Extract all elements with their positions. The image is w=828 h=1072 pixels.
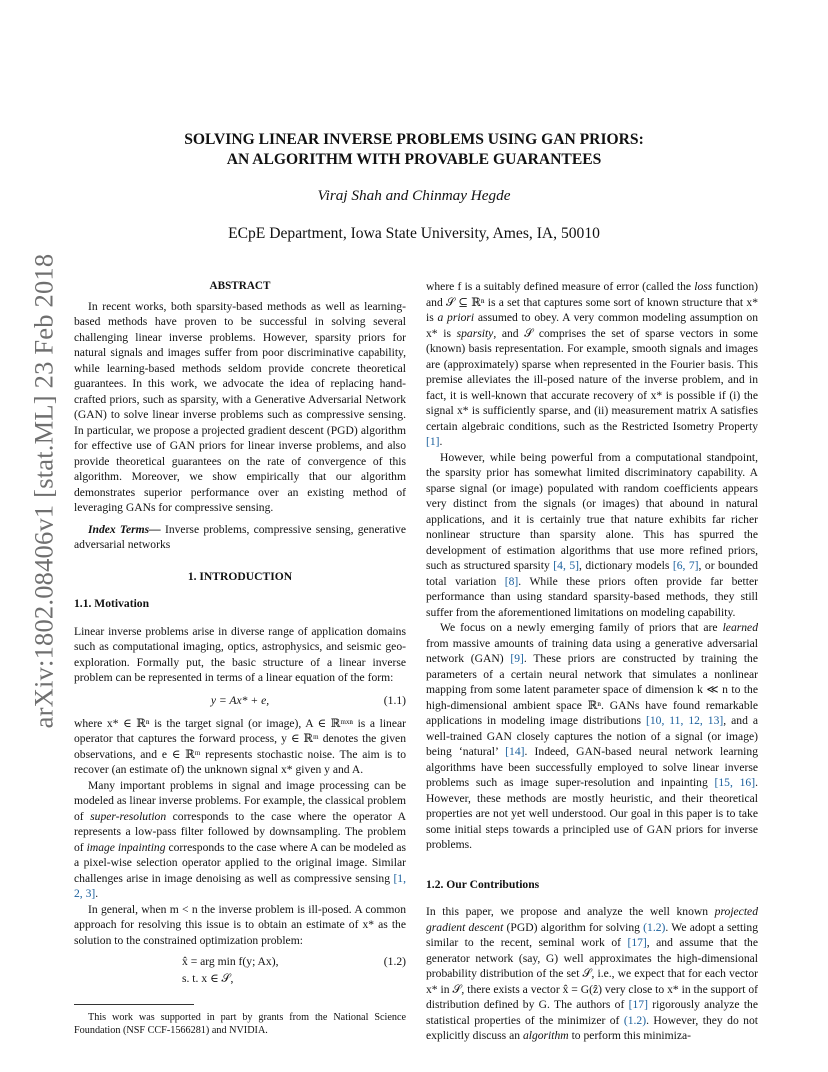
- arxiv-stamp-text: arXiv:1802.08406v1 [stat.ML] 23 Feb 2018: [28, 253, 59, 729]
- equation-1-2-line-2: s. t. x ∈ 𝒮,: [182, 972, 234, 985]
- text-span: However, while being powerful from a computational standpoint, the sparsity prior has somewhat limited discriminatory capability. A sparse signal (or image) populated with random coefficients appears very distinct from the signals (or images) that abound in natural applications, and it is certainly true that nature exhibits far richer nonlinear structure than sparsity alone. This has spurred the development of estimation algorithms that use more refined priors, such as structured sparsity: [426, 450, 758, 572]
- citation-link[interactable]: [1, 2, 3]: [74, 871, 406, 900]
- right-column: [426, 279, 758, 1044]
- text-span: corresponds to the case where A can be modeled as a pixel-wise selection operator applied to the original image. Similar challenges arise in image denoising as well as compressive sensing: [74, 840, 406, 885]
- paper-title: [74, 130, 754, 170]
- footnote: This work was supported in part by grants from the National Science Foundation (NSF CCF-1566281) and NVIDIA.: [74, 1012, 406, 1036]
- text-span: . We adopt a setting similar to the recent, seminal work of: [426, 920, 758, 949]
- citation-link[interactable]: [9]: [510, 652, 524, 665]
- text-span: from massive amounts of training data using a generative adversarial network (GAN): [426, 636, 758, 665]
- affiliation: ECpE Department, Iowa State University, Ames, IA, 50010: [228, 225, 600, 242]
- text-span: function) and 𝒮 ⊆ ℝⁿ is a set that captures some sort of known structure that x* is: [426, 280, 758, 324]
- text-span: , or bounded total variation: [426, 559, 758, 588]
- many-problems-paragraph: [74, 778, 406, 902]
- text-span: assumed to obey. A very common modeling assumption on x* is: [426, 311, 759, 340]
- where-paragraph: where x* ∈ ℝⁿ is the target signal (or image), A ∈ ℝᵐˣⁿ is a linear operator that captures the forward process, y ∈ ℝᵐ denotes the given observations, and e ∈ ℝᵐ represents stochastic noise. The aim is to recover (an estimate of) the unknown signal x* given y and A.: [74, 716, 406, 776]
- equation-1-1-body: y = Ax* + e,: [210, 693, 270, 707]
- text-span: . However, these methods are mostly heuristic, and their theoretical properties are not yet well understood. Our goal in this paper is to take some initial steps towards a principled use of GAN priors for inverse problems.: [426, 776, 758, 851]
- text-span: to perform this minimiza-: [568, 1029, 692, 1042]
- citation-link[interactable]: [8]: [504, 574, 519, 588]
- text-span: , and 𝒮 comprises the set of sparse vectors in some (known) basis representation. For example, smooth signals and images are (approximately) sparse when represented in the Fourier basis. This premise alleviates the ill-posed nature of the inverse problem, and in fact, it is well-known that accurate recovery of x* is possible if (i) the signal x* is sufficiently sparse, and (ii) measurement matrix A satisfies certain algebraic conditions, such as the Restricted Isometry Property: [426, 326, 758, 433]
- text-span: corresponds to the case where the operator A represents a low-pass filter followed by downsampling. The problem of: [74, 809, 407, 854]
- emph-loss: loss: [694, 280, 713, 293]
- citation-link[interactable]: [4, 5]: [553, 559, 579, 572]
- equation-link[interactable]: (1.2): [643, 920, 666, 934]
- citation-link[interactable]: [15, 16]: [714, 776, 756, 789]
- text-span: where f is a suitably defined measure of error (called the: [426, 280, 695, 293]
- citation-link[interactable]: [17]: [628, 998, 648, 1011]
- text-span: , and assume that the generator network (say, G) well approximates the high-dimensional probability distribution of the set 𝒮, i.e., we expect that for each vector x* in 𝒮, there exists a vector x̂ = G(ẑ) very close to x* in the support of distribution defined by G. The authors of: [426, 936, 758, 1011]
- equation-link[interactable]: (1.2): [623, 1013, 647, 1027]
- general-paragraph: In general, when m < n the inverse problem is ill-posed. A common approach for resolving this issue is to obtain an estimate of x* as the solution to the constrained optimization problem:: [74, 902, 406, 947]
- equation-1-2-number: (1.2): [383, 955, 406, 968]
- sparsity-prior-paragraph: [426, 450, 758, 621]
- text-span: (PGD) algorithm for solving: [503, 920, 644, 934]
- gan-priors-paragraph: [426, 620, 758, 853]
- emph-super-resolution: super-resolution: [90, 809, 167, 823]
- abstract-heading: ABSTRACT: [209, 280, 271, 292]
- text-span: rigorously analyze the statistical properties of the minimizer of: [426, 998, 759, 1027]
- text-span: , and a well-trained GAN closely captures the notion of a signal (or image) being ‘natural’: [426, 714, 758, 758]
- emph-algorithm: algorithm: [522, 1029, 569, 1042]
- citation-link[interactable]: [6, 7]: [672, 559, 699, 572]
- text-span: . These priors are constructed by training the parameters of a certain neural network that simulates a nonlinear mapping from some latent parameter space of dimension k ≪ n to the high-dimensional ambient space ℝⁿ. GANs have found remarkable applications in modeling image distributions: [426, 652, 758, 727]
- equation-1-2-line-1: x̂ = arg min f(y; Ax),: [182, 955, 279, 968]
- loss-paragraph: [426, 279, 758, 450]
- motivation-paragraph: Linear inverse problems arise in diverse range of application domains such as computational imaging, optics, astrophysics, and seismic geo-exploration. Formally put, the basic structure of a linear inverse problem can be represented in terms of a linear equation of the form:: [74, 624, 406, 684]
- section-1-heading: 1. INTRODUCTION: [187, 569, 293, 583]
- subsection-1-2-heading: 1.2. Our Contributions: [426, 877, 540, 891]
- text-span: Many important problems in signal and image processing can be modeled as linear inverse problems. For example, the classical problem of: [74, 778, 406, 823]
- citation-link[interactable]: [1]: [426, 435, 440, 448]
- citation-link[interactable]: [10, 11, 12, 13]: [645, 714, 724, 727]
- footnote-rule: [74, 1004, 194, 1005]
- emph-sparsity: sparsity: [456, 326, 494, 340]
- index-terms-text: Inverse problems, compressive sensing, generative adversarial networks: [74, 522, 406, 551]
- emph-image-inpainting: image inpainting: [86, 840, 166, 854]
- contributions-paragraph: [426, 904, 758, 1044]
- index-terms: [74, 522, 406, 553]
- text-span: We focus on a newly emerging family of priors that are: [440, 621, 723, 634]
- title-line-1: SOLVING LINEAR INVERSE PROBLEMS USING GAN PRIORS:: [184, 131, 644, 148]
- abstract-text: In recent works, both sparsity-based methods as well as learning-based methods have proven to be successful in solving several challenging linear inverse problems. However, sparsity priors for natural signals and images suffer from poor discriminative capability, while learning-based methods seldom provide concrete theoretical guarantees. In this work, we advocate the idea of replacing hand-crafted priors, such as sparsity, with a Generative Adversarial Network (GAN) to solve linear inverse problems such as compressive sensing. In particular, we propose a projected gradient descent (PGD) algorithm for effective use of GAN priors for linear inverse problems, and also provide theoretical guarantees on the rate of convergence of this algorithm. Moreover, we show empirically that our algorithm demonstrates superior performance over an existing method of leveraging GANs for compressive sensing.: [74, 299, 406, 514]
- left-column: [74, 279, 406, 1037]
- equation-1-1: [74, 690, 406, 712]
- citation-link[interactable]: [17]: [627, 936, 647, 949]
- arxiv-stamp: [14, 253, 74, 729]
- equation-1-2: [74, 954, 406, 988]
- emph-a-priori: a priori: [437, 311, 475, 324]
- text-span: . However, they do not explicitly discuss an: [426, 1013, 758, 1042]
- authors: Viraj Shah and Chinmay Hegde: [317, 187, 511, 204]
- index-terms-label: Index Terms—: [88, 522, 161, 536]
- text-span: . Indeed, GAN-based neural network learning algorithms have been successfully employed to solve linear inverse problems such as image super-resolution and inpainting: [426, 745, 758, 789]
- emph-learned: learned: [722, 621, 758, 634]
- emph-pgd: projected gradient descent: [426, 905, 758, 934]
- citation-link[interactable]: [14]: [505, 745, 525, 758]
- text-span: .: [95, 887, 99, 900]
- text-span: , dictionary models: [578, 559, 673, 572]
- equation-1-1-number: (1.1): [383, 693, 406, 707]
- title-line-2: AN ALGORITHM WITH PROVABLE GUARANTEES: [226, 151, 602, 168]
- subsection-1-1-heading: 1.1. Motivation: [74, 597, 150, 610]
- text-span: In this paper, we propose and analyze the well known: [426, 905, 715, 918]
- text-span: .: [439, 435, 443, 448]
- text-span: . While these priors often provide far better performance than using standard sparsity-based methods, they still suffer from the aforementioned limitations on modeling capability.: [426, 574, 758, 619]
